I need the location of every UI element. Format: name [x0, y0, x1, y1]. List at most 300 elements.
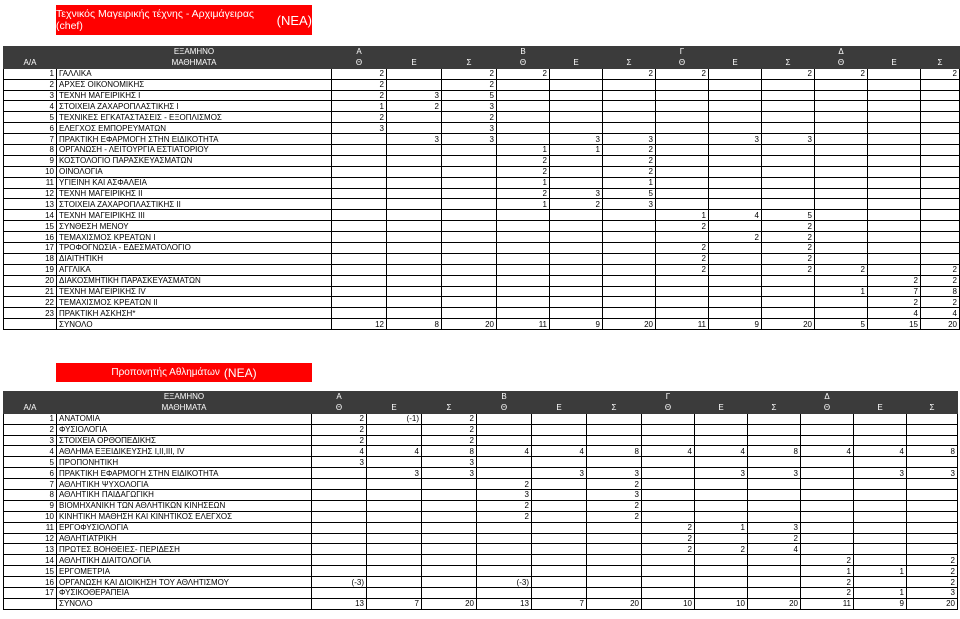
hours-cell: 9 [709, 319, 762, 330]
hours-cell [332, 166, 387, 177]
hours-cell [748, 435, 801, 446]
row-number: 2 [4, 424, 57, 435]
hours-cell: 1 [801, 566, 854, 577]
hours-cell [801, 457, 854, 468]
hours-cell [312, 479, 367, 490]
hours-cell [442, 297, 497, 308]
hours-cell [815, 243, 868, 254]
header-cell: Θ [497, 57, 550, 68]
hours-cell [868, 123, 921, 134]
table-row [4, 544, 958, 555]
hours-cell: 2 [312, 435, 367, 446]
header-row-columns [4, 57, 960, 68]
course-name: ΑΓΓΛΙΚΑ [57, 264, 332, 275]
course-name: ΤΕΜΑΧΙΣΜΟΣ ΚΡΕΑΤΩΝ Ι [57, 232, 332, 243]
table-row [4, 188, 960, 199]
hours-cell: 8 [921, 286, 960, 297]
course-name: ΥΓΙΕΙΝΗ ΚΑΙ ΑΣΦΑΛΕΙΑ [57, 177, 332, 188]
hours-cell [332, 145, 387, 156]
row-number: 2 [4, 79, 57, 90]
hours-cell [367, 555, 422, 566]
hours-cell [497, 90, 550, 101]
hours-cell [332, 199, 387, 210]
hours-cell [868, 68, 921, 79]
hours-cell [801, 424, 854, 435]
hours-cell [550, 79, 603, 90]
header-cell: Σ [907, 402, 958, 413]
course-name: ΒΙΟΜΗΧΑΝΙΚΗ ΤΩΝ ΑΘΛΗΤΙΚΩΝ ΚΙΝΗΣΕΩΝ [57, 500, 312, 511]
course-name: ΟΙΝΟΛΟΓΙΑ [57, 166, 332, 177]
hours-cell [921, 253, 960, 264]
header-cell: Γ [642, 392, 695, 403]
hours-cell [921, 145, 960, 156]
hours-cell [695, 490, 748, 501]
table-row [4, 112, 960, 123]
row-number: 20 [4, 275, 57, 286]
hours-cell [603, 123, 656, 134]
section2-title-banner [56, 363, 312, 382]
hours-cell [762, 145, 815, 156]
hours-cell [656, 123, 709, 134]
hours-cell [367, 533, 422, 544]
hours-cell [532, 533, 587, 544]
course-name: ΤΕΧΝΗ ΜΑΓΕΙΡΙΚΗΣ IV [57, 286, 332, 297]
course-name: ΤΕΧΝΗ ΜΑΓΕΙΡΙΚΗΣ Ι [57, 90, 332, 101]
hours-cell: 20 [762, 319, 815, 330]
hours-cell [762, 123, 815, 134]
hours-cell [921, 232, 960, 243]
table-row [4, 490, 958, 501]
hours-cell [868, 221, 921, 232]
hours-cell [442, 308, 497, 319]
hours-cell [587, 544, 642, 555]
hours-cell: 2 [762, 221, 815, 232]
hours-cell [695, 577, 748, 588]
hours-cell [854, 413, 907, 424]
curriculum-table-coach [3, 391, 958, 610]
header-cell: ΜΑΘΗΜΑΤΑ [57, 402, 312, 413]
table-row [4, 199, 960, 210]
row-number: 14 [4, 210, 57, 221]
hours-cell [815, 275, 868, 286]
hours-cell: 4 [868, 308, 921, 319]
hours-cell [550, 308, 603, 319]
row-number: 3 [4, 435, 57, 446]
hours-cell: 4 [642, 446, 695, 457]
hours-cell [868, 210, 921, 221]
hours-cell [587, 413, 642, 424]
hours-cell [603, 79, 656, 90]
hours-cell [422, 544, 477, 555]
header-cell [387, 47, 442, 58]
header-cell: Ε [709, 57, 762, 68]
hours-cell [477, 544, 532, 555]
hours-cell: 20 [587, 598, 642, 609]
row-number: 23 [4, 308, 57, 319]
hours-cell [587, 566, 642, 577]
hours-cell [921, 177, 960, 188]
course-name: ΑΡΧΕΣ ΟΙΚΟΝΟΜΙΚΗΣ [57, 79, 332, 90]
hours-cell: 3 [532, 468, 587, 479]
header-cell [868, 47, 921, 58]
row-number: 4 [4, 446, 57, 457]
hours-cell: 2 [587, 500, 642, 511]
hours-cell [532, 522, 587, 533]
table-row [4, 566, 958, 577]
table-row [4, 500, 958, 511]
hours-cell [332, 275, 387, 286]
hours-cell [709, 90, 762, 101]
row-number: 11 [4, 522, 57, 533]
hours-cell [801, 479, 854, 490]
hours-cell [367, 479, 422, 490]
hours-cell [642, 413, 695, 424]
hours-cell [762, 155, 815, 166]
course-name: ΑΝΑΤΟΜΙΑ [57, 413, 312, 424]
table-row [4, 145, 960, 156]
hours-cell [532, 490, 587, 501]
hours-cell [907, 544, 958, 555]
hours-cell: 1 [854, 566, 907, 577]
header-cell [4, 47, 57, 58]
hours-cell [642, 490, 695, 501]
hours-cell: 8 [748, 446, 801, 457]
hours-cell [442, 286, 497, 297]
header-cell [921, 47, 960, 58]
hours-cell: 3 [695, 468, 748, 479]
hours-cell [907, 413, 958, 424]
hours-cell: 15 [868, 319, 921, 330]
hours-cell: 2 [477, 500, 532, 511]
hours-cell [387, 264, 442, 275]
row-number: 21 [4, 286, 57, 297]
hours-cell [656, 79, 709, 90]
hours-cell [532, 413, 587, 424]
header-cell: Ε [387, 57, 442, 68]
hours-cell [642, 457, 695, 468]
hours-cell: 2 [603, 155, 656, 166]
hours-cell: 2 [815, 68, 868, 79]
hours-cell: 2 [442, 112, 497, 123]
hours-cell: 3 [367, 468, 422, 479]
hours-cell [442, 264, 497, 275]
hours-cell: 2 [332, 79, 387, 90]
course-name: ΣΤΟΙΧΕΙΑ ΖΑΧΑΡΟΠΛΑΣΤΙΚΗΣ ΙΙ [57, 199, 332, 210]
hours-cell [762, 177, 815, 188]
table-row [4, 286, 960, 297]
hours-cell [550, 90, 603, 101]
hours-cell [642, 577, 695, 588]
hours-cell: 2 [332, 68, 387, 79]
table-row [4, 177, 960, 188]
row-number: 1 [4, 413, 57, 424]
hours-cell: 3 [603, 199, 656, 210]
hours-cell: 2 [387, 101, 442, 112]
hours-cell: 3 [387, 90, 442, 101]
hours-cell [854, 457, 907, 468]
hours-cell [442, 188, 497, 199]
hours-cell [477, 424, 532, 435]
hours-cell: 2 [497, 155, 550, 166]
hours-cell [642, 555, 695, 566]
hours-cell [709, 308, 762, 319]
hours-cell [387, 275, 442, 286]
hours-cell [695, 500, 748, 511]
course-name: ΔΙΑΙΤΗΤΙΚΗ [57, 253, 332, 264]
hours-cell [642, 588, 695, 599]
row-number: 15 [4, 566, 57, 577]
hours-cell [868, 264, 921, 275]
header-cell: Ε [367, 402, 422, 413]
hours-cell [921, 210, 960, 221]
hours-cell [497, 275, 550, 286]
table-row [4, 588, 958, 599]
hours-cell: 3 [422, 457, 477, 468]
hours-cell [332, 155, 387, 166]
hours-cell [815, 145, 868, 156]
hours-cell [921, 166, 960, 177]
course-name: ΤΡΟΦΟΓΝΩΣΙΑ - ΕΔΕΣΜΑΤΟΛΟΓΙΟ [57, 243, 332, 254]
hours-cell: 2 [497, 166, 550, 177]
hours-cell: 11 [497, 319, 550, 330]
hours-cell [695, 533, 748, 544]
hours-cell [921, 221, 960, 232]
table-row [4, 68, 960, 79]
hours-cell [367, 500, 422, 511]
hours-cell [587, 522, 642, 533]
hours-cell: 4 [312, 446, 367, 457]
hours-cell [709, 177, 762, 188]
hours-cell [442, 243, 497, 254]
hours-cell [709, 286, 762, 297]
hours-cell [868, 188, 921, 199]
hours-cell [367, 435, 422, 446]
hours-cell [815, 297, 868, 308]
hours-cell: 20 [442, 319, 497, 330]
hours-cell [642, 435, 695, 446]
total-row [4, 319, 960, 330]
hours-cell [921, 90, 960, 101]
hours-cell [532, 479, 587, 490]
hours-cell [497, 264, 550, 275]
hours-cell [312, 566, 367, 577]
hours-cell [367, 457, 422, 468]
course-name: ΤΕΧΝΙΚΕΣ ΕΓΚΑΤΑΣΤΑΣΕΙΣ - ΕΞΟΠΛΙΣΜΟΣ [57, 112, 332, 123]
hours-cell [801, 500, 854, 511]
hours-cell [815, 308, 868, 319]
hours-cell [695, 413, 748, 424]
row-number: 4 [4, 101, 57, 112]
header-cell: Ε [854, 402, 907, 413]
hours-cell: (-3) [312, 577, 367, 588]
hours-cell [332, 188, 387, 199]
hours-cell [762, 286, 815, 297]
hours-cell [695, 555, 748, 566]
course-name: ΚΟΣΤΟΛΟΓΙΟ ΠΑΡΑΣΚΕΥΑΣΜΑΤΩΝ [57, 155, 332, 166]
hours-cell [422, 490, 477, 501]
hours-cell: 2 [921, 297, 960, 308]
hours-cell: 2 [587, 479, 642, 490]
hours-cell [907, 424, 958, 435]
header-cell [762, 47, 815, 58]
hours-cell [868, 155, 921, 166]
hours-cell [550, 210, 603, 221]
hours-cell: 4 [709, 210, 762, 221]
row-number: 18 [4, 253, 57, 264]
hours-cell: 11 [656, 319, 709, 330]
hours-cell [312, 522, 367, 533]
hours-cell [312, 588, 367, 599]
header-cell: Δ [815, 47, 868, 58]
hours-cell: 2 [695, 544, 748, 555]
hours-cell: 2 [656, 253, 709, 264]
hours-cell [801, 544, 854, 555]
hours-cell [748, 457, 801, 468]
hours-cell: 5 [442, 90, 497, 101]
hours-cell: 2 [762, 243, 815, 254]
hours-cell [497, 308, 550, 319]
hours-cell [387, 155, 442, 166]
hours-cell [921, 155, 960, 166]
hours-cell [550, 264, 603, 275]
header-cell: Σ [762, 57, 815, 68]
hours-cell [656, 101, 709, 112]
hours-cell [709, 297, 762, 308]
hours-cell: 1 [497, 145, 550, 156]
hours-cell [422, 511, 477, 522]
table-row [4, 134, 960, 145]
hours-cell [497, 232, 550, 243]
row-number: 16 [4, 577, 57, 588]
hours-cell: 1 [332, 101, 387, 112]
hours-cell [332, 297, 387, 308]
hours-cell: 2 [477, 479, 532, 490]
header-cell: Θ [656, 57, 709, 68]
header-cell: Α/Α [4, 57, 57, 68]
hours-cell: 2 [656, 221, 709, 232]
hours-cell [332, 243, 387, 254]
hours-cell [442, 221, 497, 232]
hours-cell [748, 566, 801, 577]
hours-cell [603, 232, 656, 243]
hours-cell [532, 588, 587, 599]
hours-cell [748, 500, 801, 511]
hours-cell: 1 [603, 177, 656, 188]
hours-cell: 2 [762, 264, 815, 275]
hours-cell: 2 [907, 555, 958, 566]
hours-cell [921, 101, 960, 112]
hours-cell [709, 155, 762, 166]
hours-cell [709, 243, 762, 254]
hours-cell [868, 145, 921, 156]
hours-cell: 4 [367, 446, 422, 457]
hours-cell [587, 555, 642, 566]
hours-cell [332, 177, 387, 188]
hours-cell [642, 511, 695, 522]
hours-cell [748, 479, 801, 490]
hours-cell [477, 457, 532, 468]
hours-cell: 2 [656, 243, 709, 254]
hours-cell [497, 123, 550, 134]
hours-cell: 3 [387, 134, 442, 145]
row-number: 6 [4, 123, 57, 134]
row-number: 8 [4, 490, 57, 501]
header-cell [442, 47, 497, 58]
course-name: ΣΥΝΘΕΣΗ ΜΕΝΟΥ [57, 221, 332, 232]
hours-cell [656, 199, 709, 210]
hours-cell: 2 [603, 166, 656, 177]
hours-cell: 20 [907, 598, 958, 609]
hours-cell: 2 [801, 577, 854, 588]
hours-cell [332, 253, 387, 264]
row-number: 7 [4, 479, 57, 490]
hours-cell [762, 199, 815, 210]
row-number: 16 [4, 232, 57, 243]
header-cell [854, 392, 907, 403]
hours-cell [868, 90, 921, 101]
hours-cell: 3 [332, 123, 387, 134]
hours-cell [587, 457, 642, 468]
hours-cell [921, 112, 960, 123]
hours-cell [815, 188, 868, 199]
hours-cell: 5 [762, 210, 815, 221]
hours-cell: 4 [532, 446, 587, 457]
hours-cell [422, 555, 477, 566]
hours-cell [709, 253, 762, 264]
hours-cell: 2 [801, 555, 854, 566]
hours-cell [332, 210, 387, 221]
table-row [4, 457, 958, 468]
hours-cell [854, 544, 907, 555]
hours-cell [422, 577, 477, 588]
course-name: ΤΕΜΑΧΙΣΜΟΣ ΚΡΕΑΤΩΝ ΙΙ [57, 297, 332, 308]
hours-cell [497, 112, 550, 123]
header-cell [603, 47, 656, 58]
hours-cell: 2 [497, 188, 550, 199]
header-cell: Γ [656, 47, 709, 58]
hours-cell [442, 210, 497, 221]
hours-cell [695, 511, 748, 522]
row-number [4, 319, 57, 330]
hours-cell [854, 522, 907, 533]
table-row [4, 424, 958, 435]
row-number: 1 [4, 68, 57, 79]
hours-cell [550, 253, 603, 264]
hours-cell: 3 [550, 134, 603, 145]
hours-cell: 2 [921, 275, 960, 286]
row-number: 10 [4, 166, 57, 177]
course-name: ΠΡΑΚΤΙΚΗ ΕΦΑΡΜΟΓΗ ΣΤΗΝ ΕΙΔΙΚΟΤΗΤΑ [57, 134, 332, 145]
hours-cell: 2 [709, 232, 762, 243]
hours-cell [815, 79, 868, 90]
hours-cell [921, 123, 960, 134]
row-number: 6 [4, 468, 57, 479]
hours-cell [532, 555, 587, 566]
section2-title-tag: (ΝΕΑ) [223, 365, 257, 380]
hours-cell [868, 253, 921, 264]
hours-cell [332, 134, 387, 145]
hours-cell: (-1) [367, 413, 422, 424]
row-number: 10 [4, 511, 57, 522]
hours-cell: 2 [442, 79, 497, 90]
hours-cell [748, 577, 801, 588]
header-cell: Σ [587, 402, 642, 413]
course-name: ΑΘΛΗΤΙΚΗ ΨΥΧΟΛΟΓΙΑ [57, 479, 312, 490]
hours-cell: 20 [422, 598, 477, 609]
hours-cell [815, 232, 868, 243]
hours-cell: 2 [907, 577, 958, 588]
hours-cell [497, 134, 550, 145]
